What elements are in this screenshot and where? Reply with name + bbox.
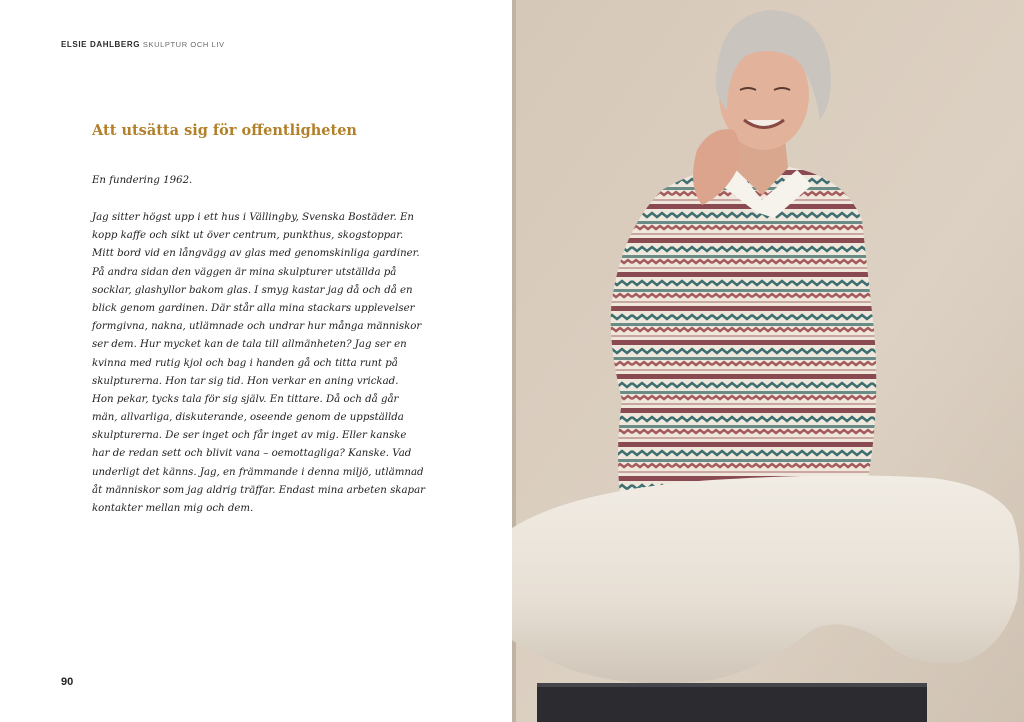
body-line: Jag sitter högst upp i ett hus i Vällingby, Svenska Bostäder. En [92,212,414,223]
chapter-intro: En fundering 1962. [92,175,193,186]
running-head-author: ELSIE DAHLBERG [61,40,141,49]
body-line: På andra sidan den väggen är mina skulpturer utställda på [92,266,397,278]
body-line: skulpturerna. Hon tar sig tid. Hon verkar en aning vrickad. [92,375,399,387]
body-line: blick genom gardinen. Där står alla mina stackars upplevelser [92,302,415,314]
body-line: kopp kaffe och sikt ut över centrum, punkthus, skogstoppar. [92,230,404,242]
body-line: kvinna med rutig kjol och bag i handen gå och titta runt på [92,357,398,369]
stone-sculpture [512,475,1020,683]
body-line: kontakter mellan mig och dem. [92,503,254,514]
body-line: Mitt bord vid en långvägg av glas med genomskinliga gardiner. [92,248,420,260]
photo-page [512,0,1024,722]
body-line: ser dem. Hur mycket kan de tala till allmänheten? Jag ser en [92,339,407,351]
body-line: män, allvarliga, diskuterande, oseende genom de uppställda [92,412,404,424]
body-line: socklar, glashyllor bakom glas. I smyg kastar jag då och då en [92,284,413,296]
running-head-book-title: SKULPTUR OCH LIV [142,40,225,49]
body-line: åt människor som jag aldrig träffar. Endast mina arbeten skapar [92,484,426,496]
body-line: formgivna, nakna, utlämnade och undrar hur många människor [92,321,422,333]
body-line: har de redan sett och blivit vana – oemottagliga? Kanske. Vad [92,448,412,460]
sculpture-pedestal [537,683,927,722]
body-text [92,209,426,518]
body-line: underligt det känns. Jag, en främmande i denna miljö, utlämnad [92,466,424,478]
body-line: Hon pekar, tycks tala för sig själv. En tittare. Då och då går [92,393,399,405]
portrait-photo [512,0,1024,722]
body-line: skulpturerna. De ser inget och får inget av mig. Eller kanske [92,430,407,442]
running-head [61,40,225,49]
page-number: 90 [61,676,74,688]
chapter-title: Att utsätta sig för offentligheten [92,122,357,139]
